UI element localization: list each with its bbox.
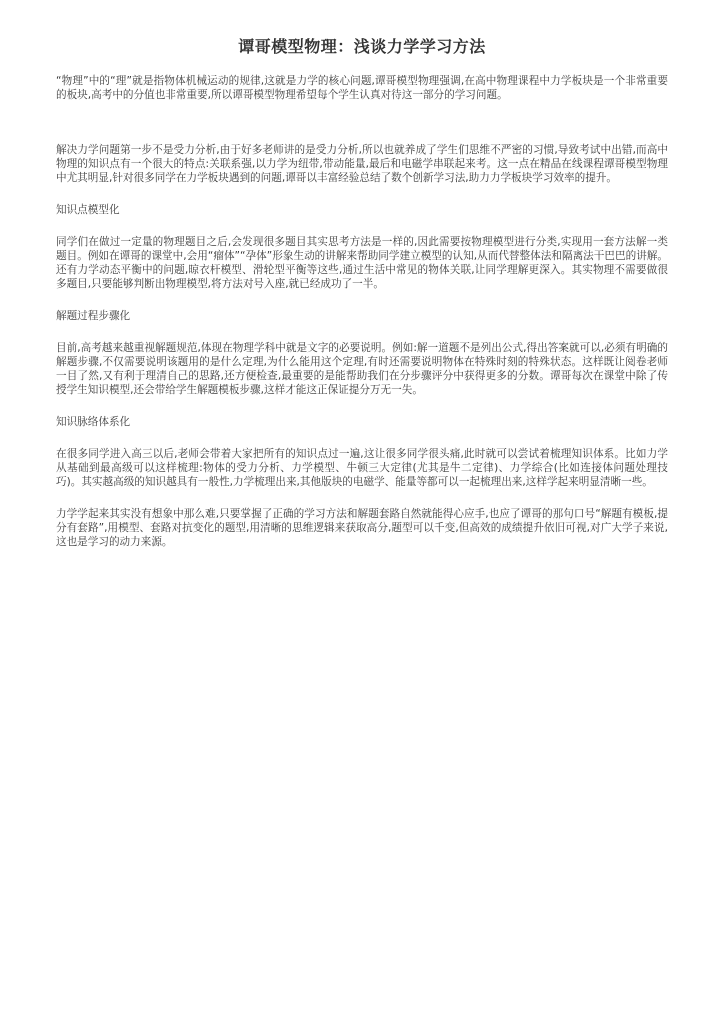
section-body-steps: 目前,高考越来越重视解题规范,体现在物理学科中就是文字的必要说明。例如:解一道题不是列出公式,得出答案就可以,必须有明确的解题步骤,不仅需要说明该题用的是什么定理,为什么能用这个定理,有时还需要说明物体在特殊时刻的特殊状态。这样既让阅卷老师一目了然,又有利于理清自己的思路,还方便检查,最重要的是能帮助我们在分步骤评分中获得更多的分数。谭哥每次在课堂中除了传授学生知识模型,还会带给学生解题模板步骤,这样才能这正保证提分万无一失。 [56, 342, 668, 396]
spacer [56, 489, 668, 507]
conclusion-paragraph: 力学学起来其实没有想象中那么难,只要掌握了正确的学习方法和解题套路自然就能得心应手,也应了谭哥的那句口号“解题有模板,提分有套路”,用模型、套路对抗变化的题型,用清晰的思维逻辑来获取高分,题型可以千变,但高效的成绩提升依旧可视,对广大学子来说,这也是学习的动力来源。 [56, 508, 668, 548]
spacer [56, 217, 668, 235]
paragraph-first-step: 解决力学问题第一步不是受力分析,由于好多老师讲的是受力分析,所以也就养成了学生们思维不严密的习惯,导致考试中出错,而高中物理的知识点有一个很大的特点:关联系强,以力学为纽带,带动能量,最后和电磁学串联起来考。这一点在精品在线课程谭哥模型物理中尤其明显,针对很多同学在力学板块遇到的问题,谭哥以丰富经验总结了数个创新学习法,助力力学板块学习效率的提升。 [56, 144, 668, 184]
intro-paragraph: “物理”中的“理”就是指物体机械运动的规律,这就是力学的核心问题,谭哥模型物理强调,在高中物理课程中力学板块是一个非常重要的板块,高考中的分值也非常重要,所以谭哥模型物理希望每个学生认真对待这一部分的学习问题。 [56, 75, 668, 101]
section-heading-system: 知识脉络体系化 [56, 416, 131, 428]
spacer [56, 397, 668, 415]
spacer [56, 291, 668, 309]
spacer [56, 185, 668, 203]
section-heading-model: 知识点模型化 [56, 204, 120, 216]
section-body-model: 同学们在做过一定量的物理题目之后,会发现很多题目其实思考方法是一样的,因此需要按物理模型进行分类,实现用一套方法解一类题目。例如在谭哥的课堂中,会用“瘤体”“孕体”形象生动的讲解来帮助同学建立模型的认知,从而代替整体法和隔离法干巴巴的讲解。还有力学动态平衡中的问题,晾衣杆模型、滑轮型平衡等这些,通过生活中常见的物体关联,让同学理解更深入。其实物理不需要做很多题目,只要能够判断出物理模型,将方法对号入座,就已经成功了一半。 [56, 236, 668, 290]
section-heading-steps: 解题过程步骤化 [56, 310, 131, 322]
spacer [56, 429, 668, 447]
document-page [56, 36, 668, 549]
spacer [56, 323, 668, 341]
document-title: 谭哥模型物理：浅谈力学学习方法 [238, 37, 486, 56]
section-body-system: 在很多同学进入高三以后,老师会带着大家把所有的知识点过一遍,这让很多同学很头痛,此时就可以尝试着梳理知识体系。比如力学从基础到最高级可以这样梳理:物体的受力分析、力学模型、牛顿三大定律(尤其是牛二定律)、力学综合(比如连接体问题处理技巧)。其实越高级的知识越具有一般性,力学梳理出来,其他版块的电磁学、能量等都可以一起梳理出来,这样学起来明显清晰一些。 [56, 448, 668, 488]
spacer [56, 102, 668, 143]
